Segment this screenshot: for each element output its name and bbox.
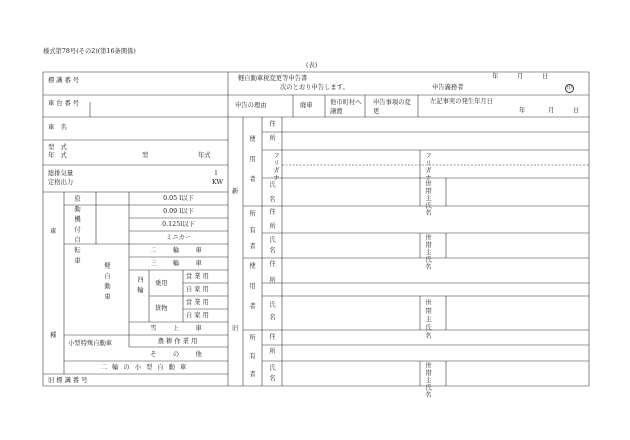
displacement-label: 総排気量 xyxy=(48,170,74,177)
two-wheel-label: 二 輪 車 xyxy=(150,247,207,254)
old-owner-label: 所有者 xyxy=(248,334,255,389)
occ-year: 年 xyxy=(519,107,526,114)
passenger-private: 自家用 xyxy=(186,286,211,293)
form-title: 軽自動車税変更等申告書 xyxy=(238,75,308,82)
old-owner-name-label: 氏名 xyxy=(268,364,275,385)
header-year: 年 xyxy=(492,73,499,80)
old-owner-address-label: 住所 xyxy=(268,333,275,362)
new-owner-address-label: 住所 xyxy=(268,208,275,237)
new-label: 新 xyxy=(232,188,239,195)
four-wheel-label: 四輪 xyxy=(136,276,143,297)
new-owner-head-label: 世帯主氏名 xyxy=(424,234,431,271)
header-day: 日 xyxy=(542,73,549,80)
occurrence-date-label: 左記事実の発生年月日 xyxy=(430,98,493,105)
intro-text: 次のとおり申告します。 xyxy=(280,84,349,91)
three-wheel-label: 三 輪 車 xyxy=(150,260,207,267)
old-user-label: 使用者 xyxy=(248,262,255,323)
moped-class-2: 0.09 l以下 xyxy=(163,208,194,215)
form-number: 様式第78号(その2)(第16条関係) xyxy=(43,48,136,55)
plate-number-label: 標識番号 xyxy=(48,77,82,84)
small-two-wheel-label: 二輪の小型自動車 xyxy=(100,364,192,371)
new-owner-label: 所有者 xyxy=(248,210,255,259)
model-year-label: 年 式 xyxy=(48,152,67,159)
filer-label: 申告義務者 xyxy=(432,84,464,91)
new-owner-name-label: 氏名 xyxy=(268,236,275,257)
chassis-number-label: 車台番号 xyxy=(48,100,82,107)
new-head-furigana-label: フリガナ xyxy=(424,152,431,182)
new-user-address-label: 住所 xyxy=(268,120,275,149)
passenger-label: 乗用 xyxy=(155,280,168,287)
cargo-business: 営業用 xyxy=(186,299,211,306)
old-plate-label: 旧標識番号 xyxy=(48,377,90,384)
new-user-head-label: 世帯主氏名 xyxy=(424,180,431,217)
small-special-label: 小型特殊自動車 xyxy=(68,340,113,347)
vehicle-class-label-1: 車 xyxy=(50,228,57,235)
model-label: 型 式 xyxy=(48,144,67,151)
car-name-label: 車 名 xyxy=(48,124,67,131)
displacement-unit: l xyxy=(215,170,218,177)
occ-day: 日 xyxy=(573,107,580,114)
moped-label: 原動機付自転車 xyxy=(73,195,80,268)
change-label: 申告事項の変更 xyxy=(373,99,411,115)
vehicle-class-label-2: 種 xyxy=(50,332,57,339)
new-user-label: 使用者 xyxy=(248,135,255,196)
light-vehicle-label: 軽自動車 xyxy=(103,262,110,304)
header-month: 月 xyxy=(517,73,524,80)
cargo-label: 貨物 xyxy=(155,305,168,312)
passenger-business: 営業用 xyxy=(186,273,211,280)
old-user-address-label: 住所 xyxy=(268,260,275,293)
new-user-furigana-label: フリガナ xyxy=(272,152,279,182)
reason-label: 申告の理由 xyxy=(235,102,267,109)
other-label: そ の 他 xyxy=(150,351,207,358)
transfer-label: 他市町村へ譲渡 xyxy=(330,99,362,115)
new-user-name-label: 氏名 xyxy=(268,181,275,210)
output-unit: KW xyxy=(212,179,223,186)
model-value: 型 xyxy=(142,152,149,159)
minicar-label: ミニカー xyxy=(165,234,192,241)
moped-class-1: 0.05 l以下 xyxy=(163,195,194,202)
farm-use-label: 農耕作業用 xyxy=(157,338,200,345)
occ-month: 月 xyxy=(548,107,555,114)
moped-class-3: 0.125l以下 xyxy=(162,221,195,228)
cargo-private: 自家用 xyxy=(186,312,211,319)
rated-output-label: 定格出力 xyxy=(48,179,74,186)
old-owner-head-label: 世帯主氏名 xyxy=(424,362,431,399)
old-label: 旧 xyxy=(232,325,239,332)
snowmobile-label: 雪 上 車 xyxy=(150,325,207,332)
side-label: (表) xyxy=(306,62,318,69)
old-user-head-label: 世帯主氏名 xyxy=(424,299,431,341)
seal-icon: 印 xyxy=(566,85,572,91)
scrap-label: 廃車 xyxy=(300,102,313,109)
old-user-name-label: 氏名 xyxy=(268,301,275,326)
model-year-value: 年式 xyxy=(198,152,211,159)
